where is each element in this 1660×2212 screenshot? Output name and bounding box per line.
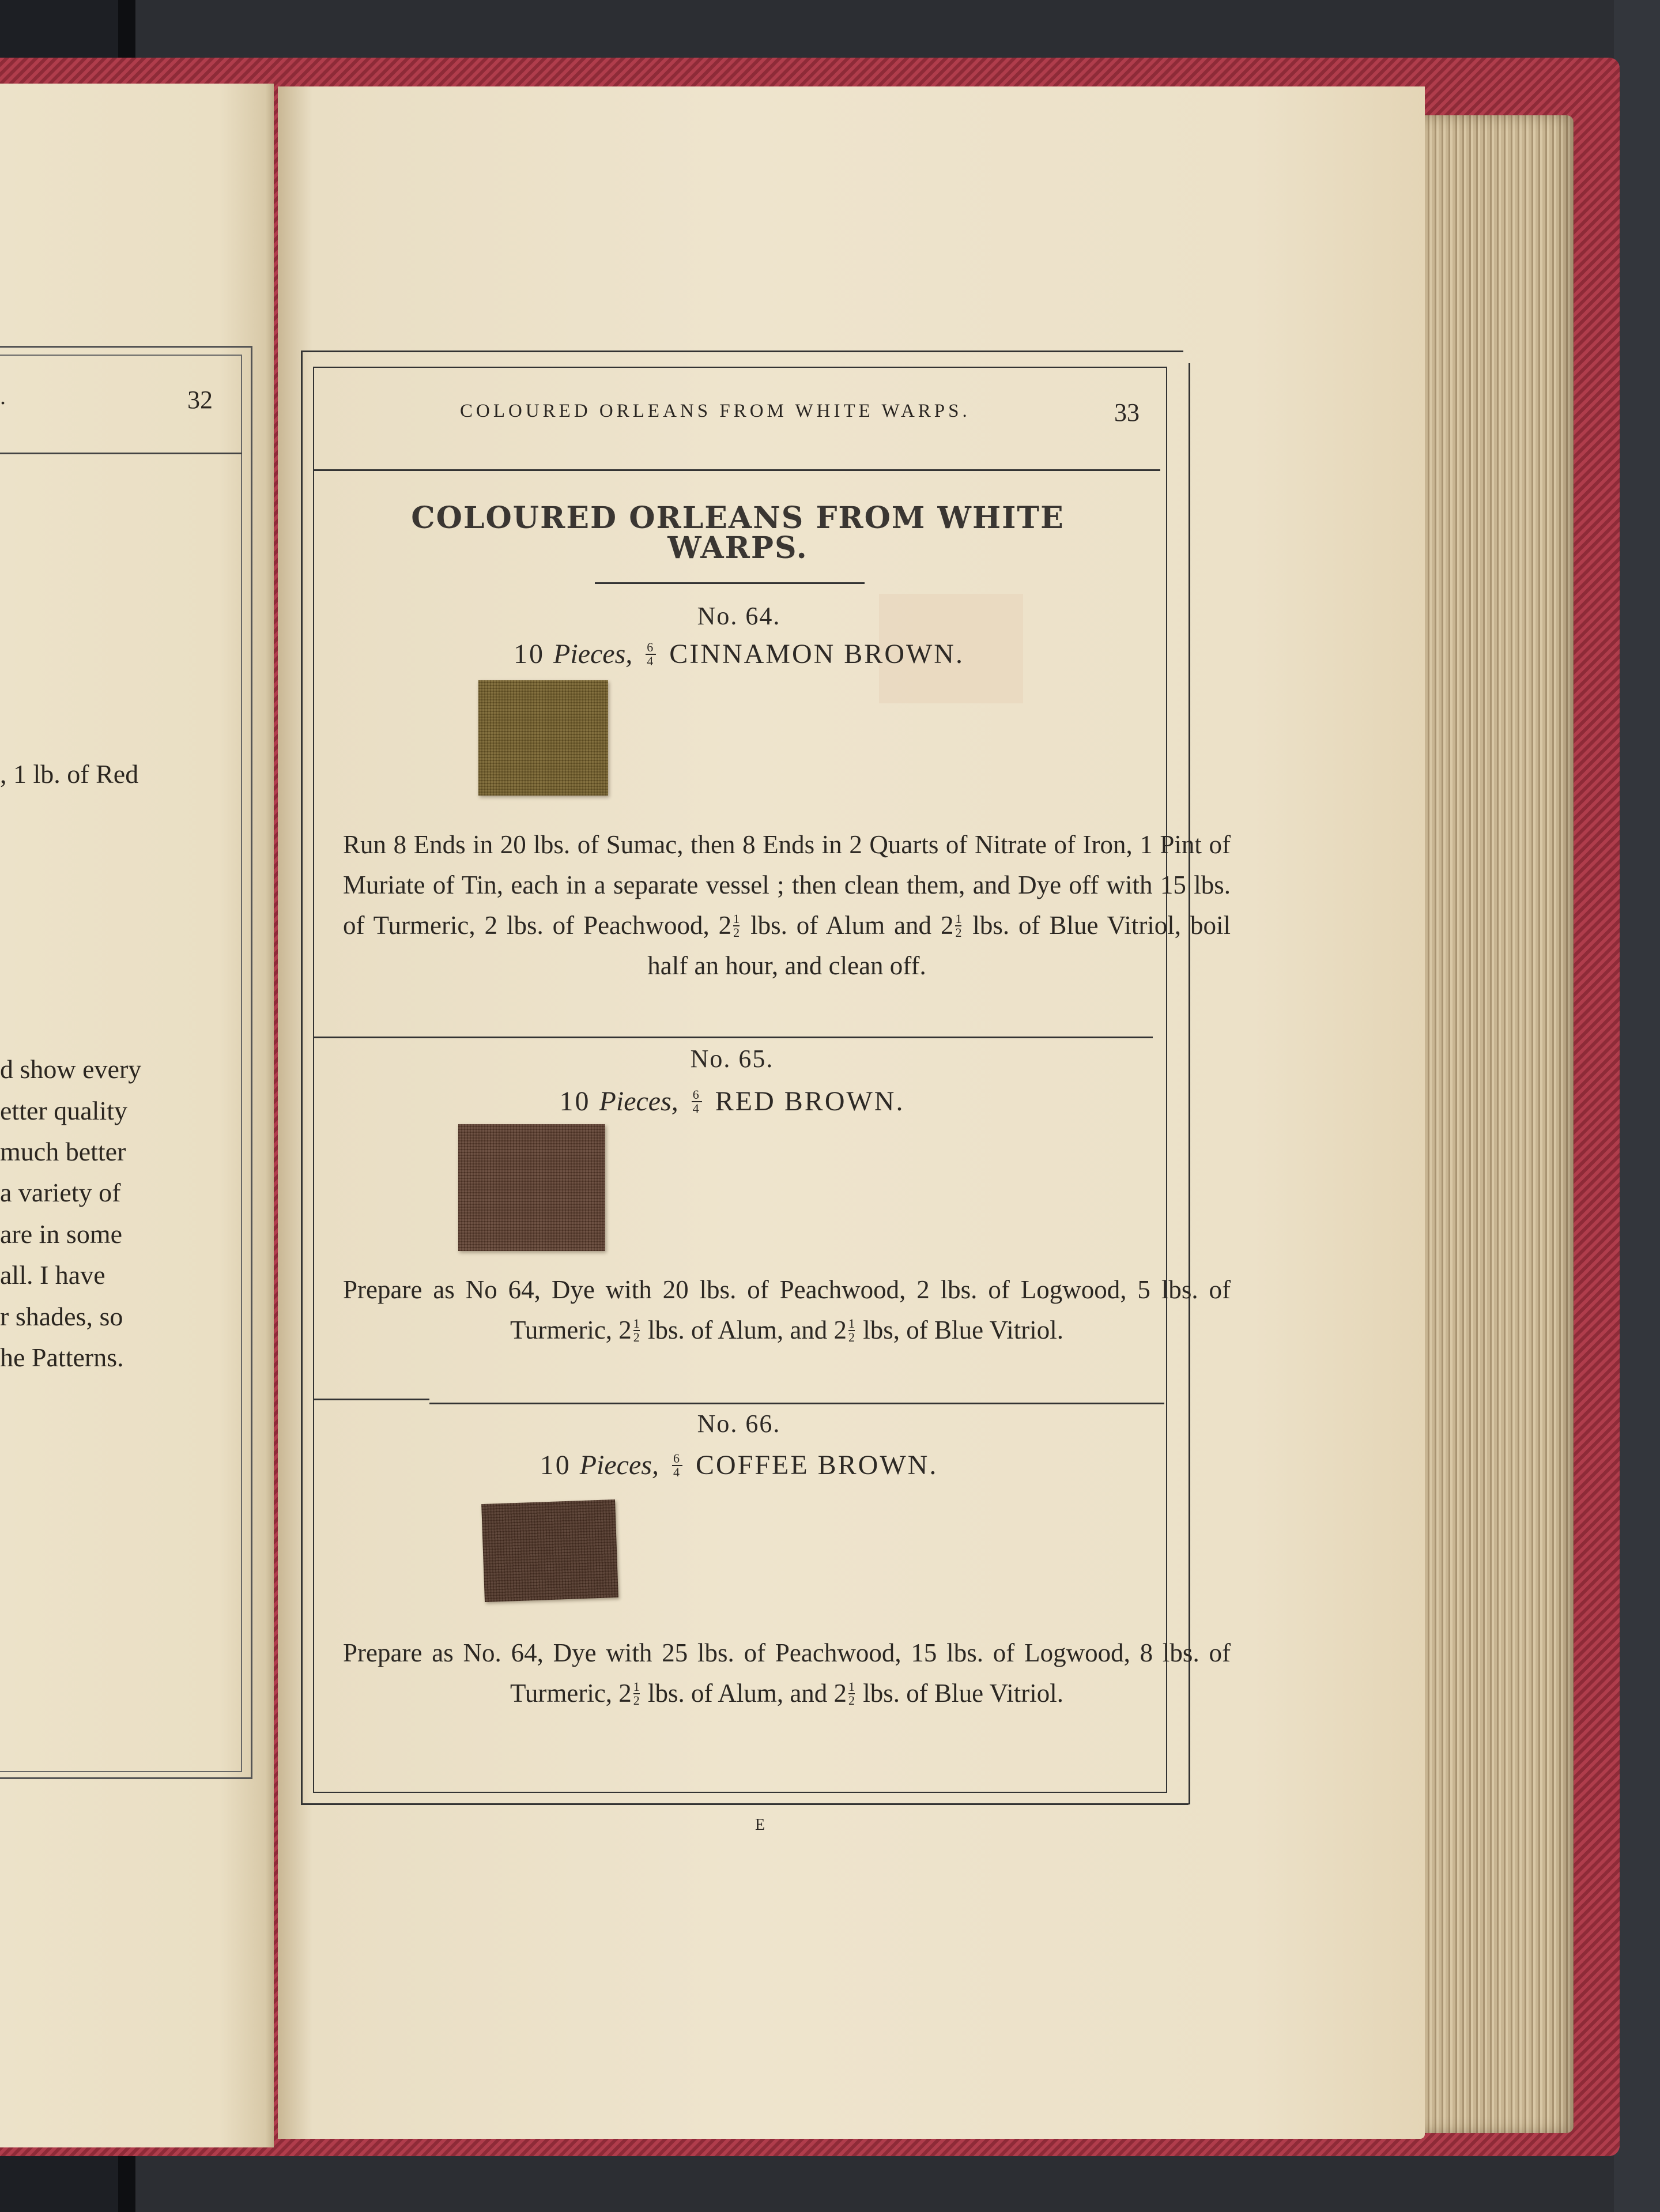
width-fraction <box>646 641 656 668</box>
half-fraction <box>633 1317 640 1344</box>
entry-title <box>364 640 1114 670</box>
page-title <box>357 500 1118 566</box>
pieces-label: Pieces, <box>553 639 633 669</box>
pieces-label: Pieces, <box>599 1086 678 1117</box>
left-text-line: d show every <box>0 1054 142 1084</box>
fraction-numerator: 1 <box>848 1316 855 1331</box>
entry-separator <box>314 1037 1153 1038</box>
fraction-denominator: 4 <box>692 1101 701 1116</box>
entry-number: No. 66. <box>697 1410 781 1438</box>
title-underline <box>595 582 865 584</box>
recipe-part: Prepare as No. 64, Dye with 25 lbs. of Peachwood, 15 lbs. of Logwood, 8 lbs. of Turmeric, 2 <box>343 1638 1231 1708</box>
fraction-denominator: 2 <box>955 925 962 940</box>
left-text-line: he Patterns. <box>0 1343 124 1372</box>
inner-frame-bottom <box>313 1792 1167 1793</box>
half-fraction <box>848 1317 855 1344</box>
outer-frame-bottom <box>301 1803 1189 1805</box>
left-text-line: , 1 lb. of Red <box>0 759 139 789</box>
pieces-label: Pieces, <box>579 1450 659 1480</box>
recipe-text <box>343 824 1231 986</box>
half-fraction <box>633 1680 640 1707</box>
left-header-fragment: . <box>0 383 6 409</box>
recipe-part: Run 8 Ends in 20 lbs. of Sumac, then 8 Ends in 2 Quarts of Nitrate of Iron, 1 Pint of Muriate of Tin, each in a separate vessel ; then clean them, and Dye off with 15 lbs. of Turmeric, 2 lbs. of Peachwood, 2 <box>343 830 1231 940</box>
width-fraction <box>692 1088 702 1115</box>
recipe-part: lbs, of Blue Vitriol. <box>857 1316 1064 1344</box>
header-rule <box>313 469 1160 471</box>
background-right <box>1614 0 1660 2212</box>
fraction-numerator: 1 <box>955 911 962 926</box>
fraction-denominator: 2 <box>848 1329 855 1344</box>
inner-frame-top <box>314 367 1166 368</box>
color-name: COFFEE BROWN. <box>695 1450 938 1480</box>
entry-number: No. 65. <box>690 1045 774 1073</box>
page-number: 33 <box>1114 398 1140 427</box>
fabric-swatch <box>458 1124 605 1251</box>
fraction-numerator: 1 <box>633 1316 640 1331</box>
half-fraction <box>848 1680 855 1707</box>
fraction-denominator: 2 <box>633 1329 640 1344</box>
outer-frame-top <box>303 351 1183 352</box>
recipe-part: lbs. of Alum, and 2 <box>641 1316 847 1344</box>
fabric-swatch <box>481 1499 618 1602</box>
fraction-denominator: 2 <box>848 1693 855 1708</box>
left-text-line: r shades, so <box>0 1302 123 1331</box>
left-text-line: are in some <box>0 1219 123 1249</box>
fraction-numerator: 6 <box>692 1087 701 1102</box>
fraction-denominator: 4 <box>647 653 655 668</box>
fraction-denominator: 4 <box>673 1464 681 1479</box>
piece-count: 10 <box>514 639 545 669</box>
left-text-line: all. I have <box>0 1260 105 1290</box>
fraction-numerator: 6 <box>647 639 655 654</box>
fraction-numerator: 1 <box>633 1679 640 1694</box>
recipe-part: lbs. of Alum and 2 <box>741 911 954 940</box>
recipe-part: lbs. of Blue Vitriol, boil half an hour, and clean off. <box>647 911 1231 980</box>
left-text-line: etter quality <box>0 1096 127 1125</box>
recipe-text <box>343 1633 1231 1713</box>
half-fraction <box>733 913 740 939</box>
page-title-line: COLOURED ORLEANS FROM WHITE <box>411 500 1065 536</box>
recipe-part: Prepare as No 64, Dye with 20 lbs. of Peachwood, 2 lbs. of Logwood, 5 lbs. of Turmeric, 2 <box>343 1275 1231 1344</box>
left-page-number: 32 <box>187 386 213 414</box>
fraction-denominator: 2 <box>633 1693 640 1708</box>
recipe-part: lbs. of Alum, and 2 <box>641 1679 847 1708</box>
fabric-swatch <box>478 680 608 796</box>
left-page-header-rule <box>0 453 242 454</box>
recipe-part: lbs. of Blue Vitriol. <box>857 1679 1064 1708</box>
inner-frame-right <box>1166 367 1167 1793</box>
entry-title <box>357 1088 1107 1117</box>
piece-count: 10 <box>540 1450 571 1480</box>
color-name: CINNAMON BROWN. <box>669 639 964 669</box>
running-head: COLOURED ORLEANS FROM WHITE WARPS. <box>460 401 971 421</box>
half-fraction <box>955 913 961 939</box>
width-fraction <box>672 1452 682 1479</box>
left-text-line: much better <box>0 1137 126 1166</box>
outer-frame-left <box>301 351 303 1804</box>
outer-frame-right <box>1189 363 1190 1804</box>
recipe-text <box>343 1269 1231 1350</box>
entry-separator <box>314 1399 429 1400</box>
signature-mark: E <box>755 1816 767 1834</box>
color-name: RED BROWN. <box>715 1086 905 1117</box>
fraction-numerator: 6 <box>673 1450 681 1465</box>
fraction-denominator: 2 <box>733 925 740 940</box>
fraction-numerator: 1 <box>848 1679 855 1694</box>
fraction-numerator: 1 <box>733 911 740 926</box>
inner-frame-left <box>313 367 314 1793</box>
page-title-line: WARPS. <box>667 530 808 566</box>
entry-number: No. 64. <box>697 602 781 630</box>
left-text-line: a variety of <box>0 1178 121 1207</box>
entry-title <box>364 1452 1114 1481</box>
entry-separator <box>429 1403 1164 1404</box>
piece-count: 10 <box>559 1086 591 1117</box>
